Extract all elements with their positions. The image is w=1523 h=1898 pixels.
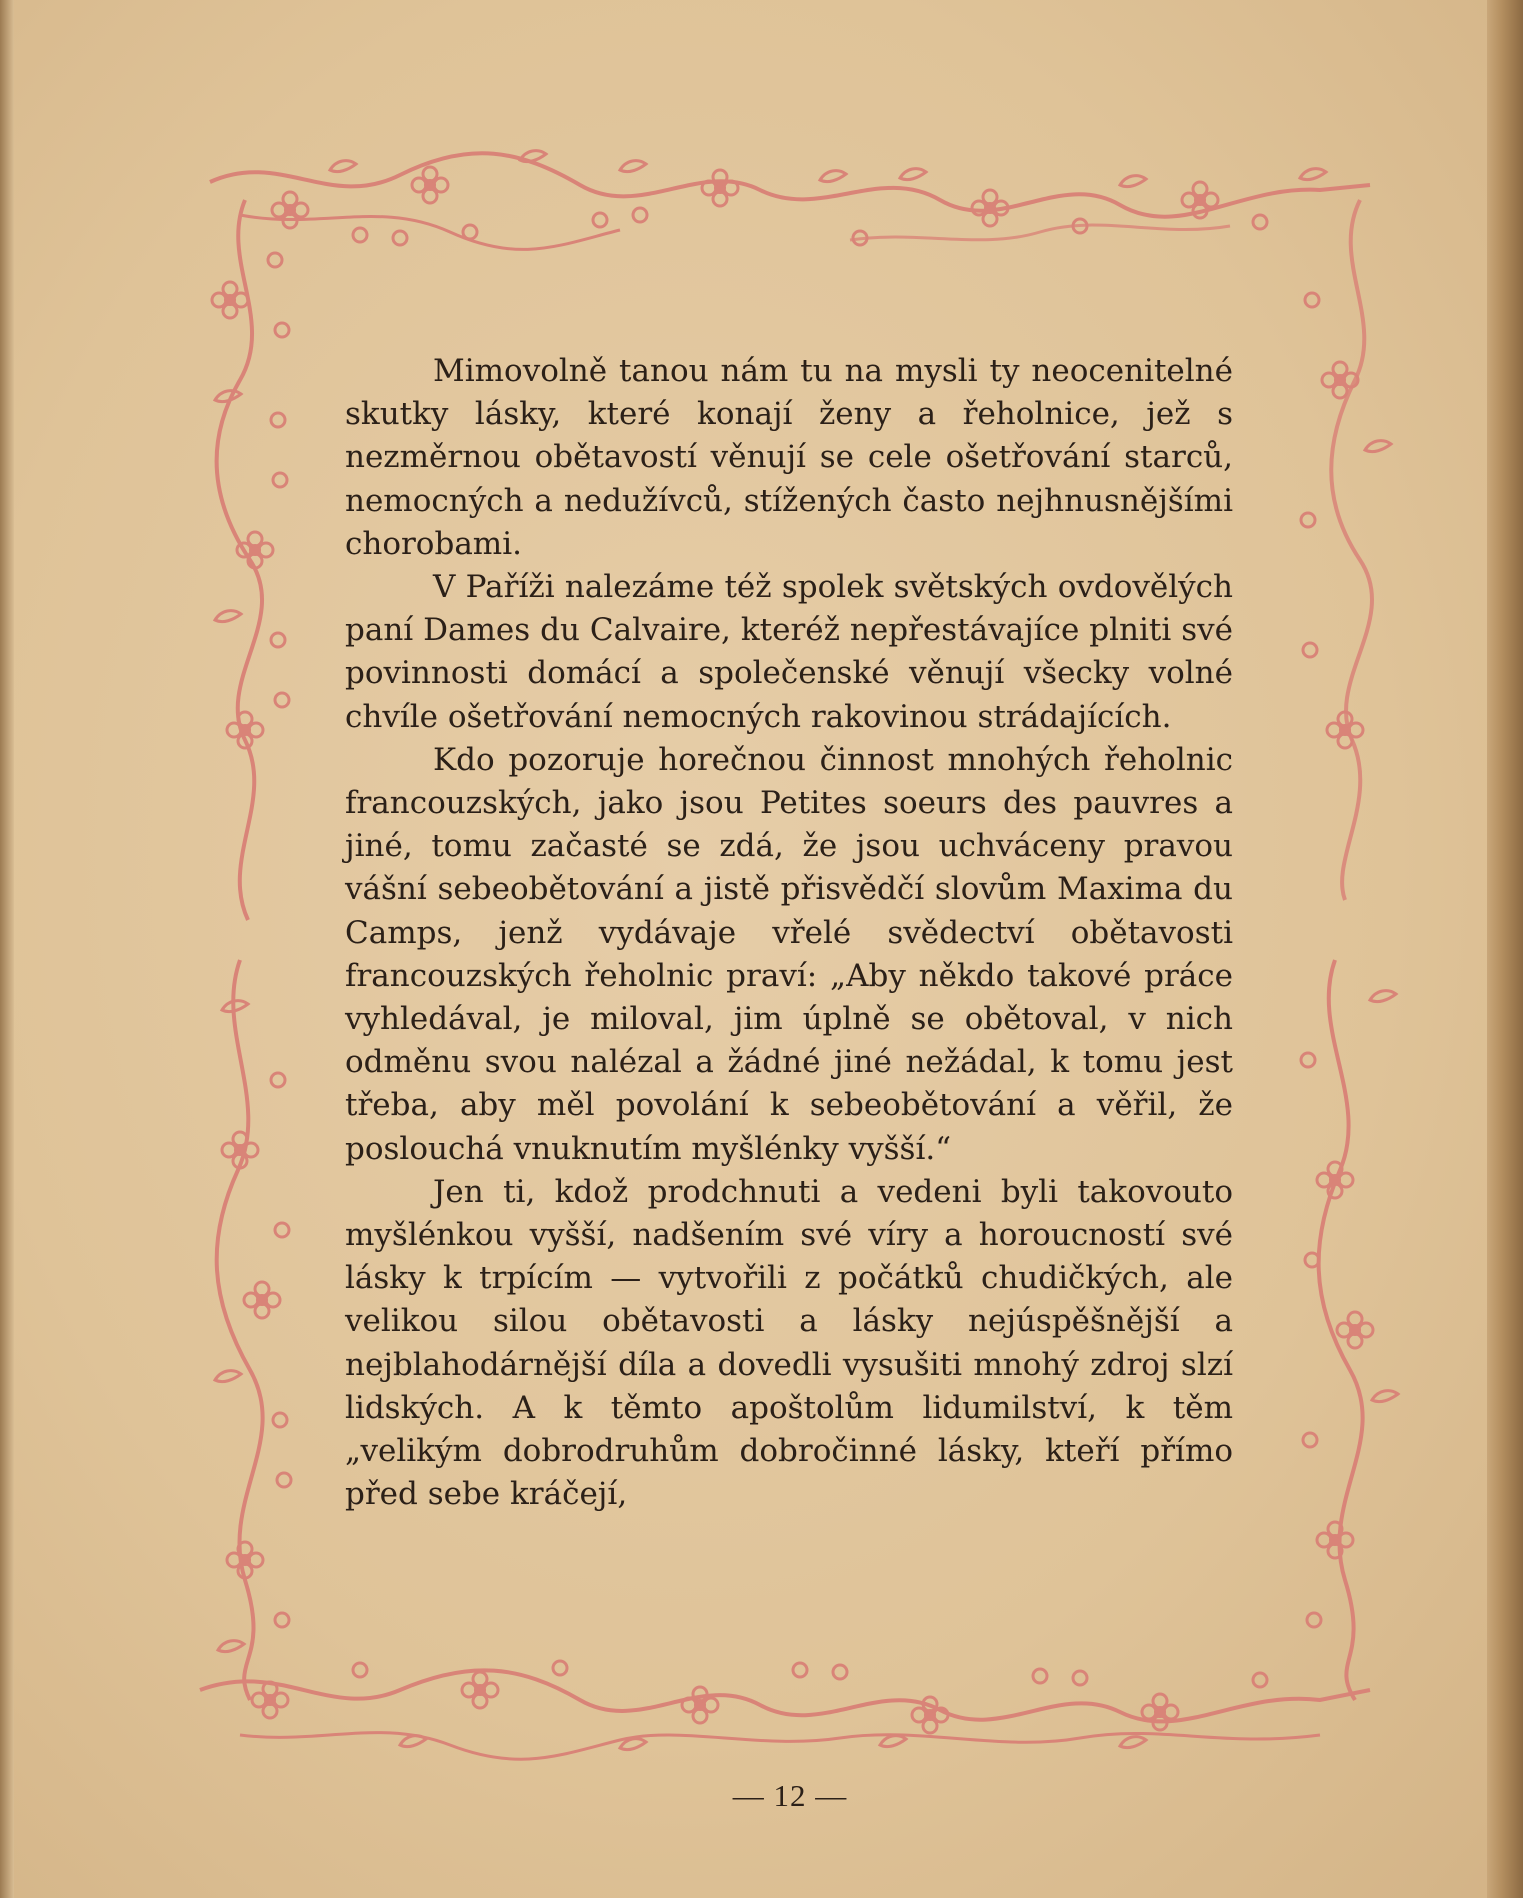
bottom-vine (200, 1670, 1370, 1721)
paragraph-2: V Paříži nalezáme též spolek světských ovdovělých paní Dames du Calvaire, kteréž nepřestávajíce plniti své povinnosti domácí a společenské věnují všecky volné chvíle ošetřování nemocných rakovinou strádajících. (345, 569, 1233, 735)
main-text (345, 350, 1233, 1516)
paragraph-1: Mimovolně tanou nám tu na mysli ty neocenitelné skutky lásky, které konají ženy a řeholnice, jež s nezměrnou obětavostí věnují se cele ošetřování starců, nemocných a nedužívců, stížených často nejhnusnějšími chorobami. (345, 353, 1233, 562)
page-number: — 12 — (732, 1778, 848, 1813)
paragraph-3: Kdo pozoruje horečnou činnost mnohých řeholnic francouzských, jako jsou Petites soeurs des pauvres a jiné, tomu začasté se zdá, že jsou uchváceny pravou vášní sebeobětování a jistě přisvědčí slovům Maxima du Camps, jenž vydávaje vřelé svědectví obětavosti francouzských řeholnic praví: „Aby někdo takové práce vyhledával, je miloval, jim úplně se obětoval, v nich odměnu svou nalézal a žádné jiné nežádal, k tomu jest třeba, aby měl povolání k sebeobětování a věřil, že poslouchá vnuknutím myšlénky vyšší.“ (345, 741, 1233, 1167)
paragraph-4: Jen ti, kdož prodchnuti a vedeni byli takovouto myšlénkou vyšší, nadšením své víry a horoucností své lásky k trpícím — vytvořili z počátků chudičkých, ale velikou silou obětavosti a lásky nejúspěšnější a nejblahodárnější díla a dovedli vysušiti mnohý zdroj slzí lidských. A k těmto apoštolům lidumilství, k těm „velikým dobrodruhům dobročinné lásky, kteří přímo před sebe kráčejí, (345, 1173, 1233, 1513)
right-vine (1331, 200, 1372, 900)
